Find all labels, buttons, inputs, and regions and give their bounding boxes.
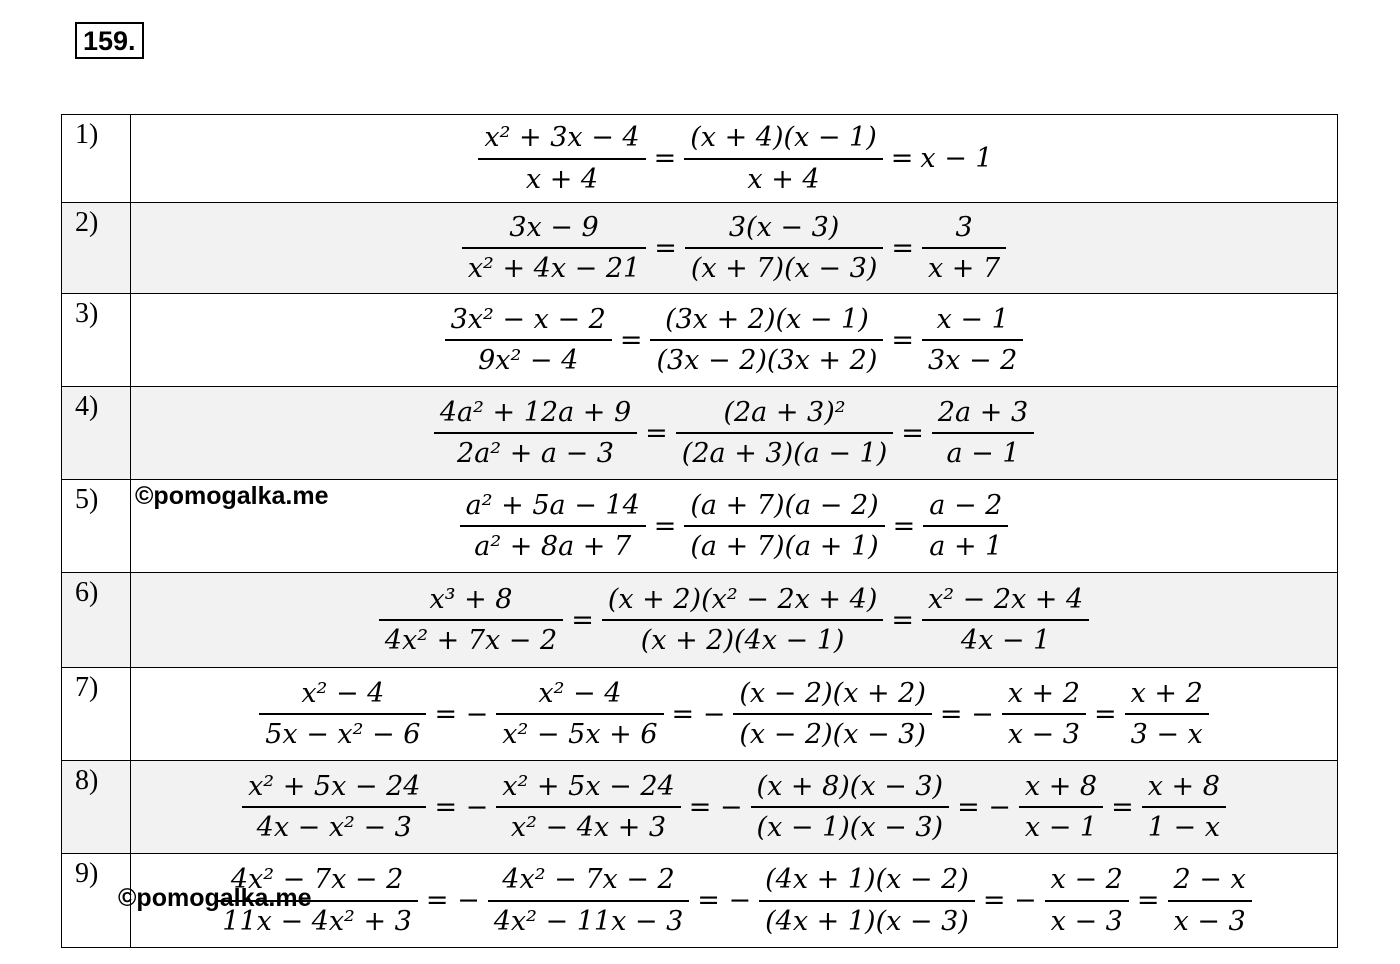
numerator: x² + 5x − 24 <box>242 771 426 808</box>
equation-cell <box>131 668 1338 761</box>
fraction <box>684 490 884 562</box>
fraction <box>751 771 950 843</box>
numerator: (x + 4)(x − 1) <box>684 122 883 159</box>
equation-cell <box>131 294 1338 387</box>
equals-operator: = − <box>982 885 1037 916</box>
equals-operator: = <box>645 417 668 449</box>
numerator: x² + 3x − 4 <box>478 122 645 159</box>
fraction <box>242 771 426 843</box>
denominator: 5x − x² − 6 <box>265 719 421 750</box>
denominator: x² − 4x + 3 <box>510 812 667 843</box>
equals-operator: = <box>653 510 677 542</box>
numerator: 2a + 3 <box>932 397 1034 434</box>
equals-operator: = <box>654 232 677 264</box>
table-row <box>62 203 1338 294</box>
fraction <box>445 304 612 376</box>
task-number: 159. <box>75 22 144 59</box>
fraction <box>759 864 975 936</box>
denominator: x + 4 <box>525 163 599 195</box>
equation-cell <box>131 761 1338 854</box>
fraction <box>923 490 1008 562</box>
equals-operator: = <box>571 604 594 636</box>
equals-operator: = <box>890 143 914 174</box>
fraction <box>379 584 563 656</box>
equals-operator: = − <box>939 698 994 730</box>
denominator: (a + 7)(a + 1) <box>690 531 879 562</box>
fraction <box>1002 678 1086 750</box>
equals-operator: = − <box>434 698 489 730</box>
row-number: 7) <box>62 668 131 761</box>
equation <box>376 584 1092 656</box>
denominator: x² − 5x + 6 <box>502 719 658 750</box>
table-row <box>62 480 1338 573</box>
denominator: (3x − 2)(3x + 2) <box>656 345 878 376</box>
numerator: x² − 4 <box>259 678 426 715</box>
equation-cell <box>118 854 1338 948</box>
denominator: 4x² − 11x − 3 <box>493 905 684 937</box>
denominator: 1 − x <box>1147 812 1220 843</box>
numerator: x − 2 <box>1045 864 1129 901</box>
equation-cell <box>131 203 1338 294</box>
table-row <box>62 387 1338 480</box>
numerator: x + 2 <box>1125 678 1209 715</box>
row-number: 2) <box>62 203 131 294</box>
fraction <box>496 771 680 843</box>
equals-operator: = <box>653 143 677 174</box>
numerator: 3 <box>922 212 1006 249</box>
fraction <box>434 397 637 469</box>
denominator: 4x − 1 <box>960 625 1051 656</box>
equals-operator: = <box>891 232 914 264</box>
numerator: x + 8 <box>1019 771 1103 808</box>
equals-operator: = <box>1093 698 1117 730</box>
denominator: 3x − 2 <box>927 345 1018 376</box>
numerator: (x + 2)(x² − 2x + 4) <box>602 584 884 621</box>
fraction <box>1168 864 1252 936</box>
equals-operator: = − <box>434 791 489 823</box>
equation <box>431 397 1037 469</box>
fraction <box>922 212 1006 284</box>
denominator: x − 3 <box>1007 719 1080 750</box>
equals-operator: = <box>1136 885 1160 916</box>
equation-cell <box>131 573 1338 668</box>
equation <box>459 212 1009 284</box>
equation <box>457 490 1012 562</box>
table-row <box>62 668 1338 761</box>
equation <box>475 122 992 194</box>
equals-operator: = − <box>697 885 752 916</box>
equals-operator: = <box>891 604 914 636</box>
table-row <box>62 761 1338 854</box>
numerator: (x + 8)(x − 3) <box>751 771 950 808</box>
row-number: 6) <box>62 573 131 668</box>
equals-operator: = − <box>957 791 1011 823</box>
denominator: 4x − x² − 3 <box>256 812 412 843</box>
equals-operator: = − <box>425 885 480 916</box>
fraction <box>460 490 646 562</box>
fraction <box>462 212 646 284</box>
fraction <box>676 397 893 469</box>
table-row <box>62 115 1338 203</box>
fraction <box>685 212 884 284</box>
fraction <box>932 397 1034 469</box>
numerator: (3x + 2)(x − 1) <box>650 304 883 341</box>
fraction <box>488 864 690 936</box>
equation-cell <box>131 480 1338 573</box>
fraction <box>922 584 1089 656</box>
solutions-table-body <box>62 115 1338 948</box>
numerator: x² − 4 <box>496 678 663 715</box>
numerator: 3(x − 3) <box>685 212 884 249</box>
equals-operator: = <box>1111 791 1134 823</box>
equals-operator: = − <box>688 791 743 823</box>
denominator: (x − 1)(x − 3) <box>756 812 944 843</box>
numerator: 4x² − 7x − 2 <box>488 864 690 901</box>
denominator: 9x² − 4 <box>478 345 579 376</box>
table-row <box>62 854 1338 948</box>
denominator: x + 7 <box>927 253 1001 284</box>
numerator: 3x − 9 <box>462 212 646 249</box>
denominator: (x − 2)(x − 3) <box>739 719 926 750</box>
fraction <box>733 678 932 750</box>
row-number: 1) <box>62 115 131 203</box>
table-row <box>62 294 1338 387</box>
fraction <box>922 304 1023 376</box>
equals-operator: = <box>619 324 643 356</box>
equals-operator: = <box>901 417 924 449</box>
denominator: x + 4 <box>747 163 820 195</box>
denominator: x − 3 <box>1050 905 1123 937</box>
numerator: (a + 7)(a − 2) <box>684 490 884 527</box>
numerator: 4x² − 7x − 2 <box>216 864 418 901</box>
equals-operator: = − <box>671 698 726 730</box>
numerator: x + 2 <box>1002 678 1086 715</box>
numerator: 4a² + 12a + 9 <box>434 397 637 434</box>
numerator: (2a + 3)² <box>676 397 893 434</box>
equation-cell <box>131 115 1338 203</box>
watermark-text: ©pomogalka.me <box>118 884 312 912</box>
denominator: 3 − x <box>1130 719 1203 750</box>
fraction <box>1019 771 1103 843</box>
denominator: (4x + 1)(x − 3) <box>765 905 969 937</box>
row-number: 3) <box>62 294 131 387</box>
table-row <box>62 573 1338 668</box>
fraction <box>1045 864 1129 936</box>
denominator: x² + 4x − 21 <box>467 253 641 284</box>
numerator: x² − 2x + 4 <box>922 584 1089 621</box>
numerator: x² + 5x − 24 <box>496 771 680 808</box>
numerator: (x − 2)(x + 2) <box>733 678 932 715</box>
denominator: (x + 2)(4x − 1) <box>640 625 845 656</box>
denominator: (x + 7)(x − 3) <box>690 253 878 284</box>
denominator: a − 1 <box>946 438 1020 469</box>
fraction <box>259 678 426 750</box>
solutions-table <box>61 114 1338 948</box>
fraction <box>650 304 883 376</box>
equals-operator: = <box>892 510 916 542</box>
numerator: 2 − x <box>1168 864 1252 901</box>
equation <box>213 864 1254 936</box>
denominator: (2a + 3)(a − 1) <box>681 438 888 469</box>
denominator: 11x − 4x² + 3 <box>222 905 412 937</box>
numerator: x³ + 8 <box>379 584 563 621</box>
fraction <box>684 122 883 194</box>
numerator: x + 8 <box>1142 771 1226 808</box>
fraction <box>478 122 645 194</box>
denominator: x − 3 <box>1173 905 1246 937</box>
row-number: 5) <box>62 480 131 573</box>
fraction <box>496 678 663 750</box>
row-number: 8) <box>62 761 131 854</box>
result-expression: x − 1 <box>920 143 993 174</box>
equation <box>256 678 1212 750</box>
numerator: x − 1 <box>922 304 1023 341</box>
fraction <box>602 584 884 656</box>
denominator: 4x² + 7x − 2 <box>384 625 558 656</box>
equation <box>442 304 1027 376</box>
row-number: 4) <box>62 387 131 480</box>
denominator: a² + 8a + 7 <box>474 531 632 562</box>
numerator: 3x² − x − 2 <box>445 304 612 341</box>
denominator: x − 1 <box>1024 812 1098 843</box>
denominator: 2a² + a − 3 <box>457 438 614 469</box>
fraction <box>1125 678 1209 750</box>
row-number: 9) <box>62 854 131 948</box>
numerator: (4x + 1)(x − 2) <box>759 864 975 901</box>
fraction <box>1142 771 1226 843</box>
equation <box>239 771 1229 843</box>
denominator: a + 1 <box>929 531 1003 562</box>
numerator: a² + 5a − 14 <box>460 490 646 527</box>
watermark-text: ©pomogalka.me <box>135 482 329 510</box>
equals-operator: = <box>891 324 914 356</box>
equation-cell <box>131 387 1338 480</box>
numerator: a − 2 <box>923 490 1008 527</box>
